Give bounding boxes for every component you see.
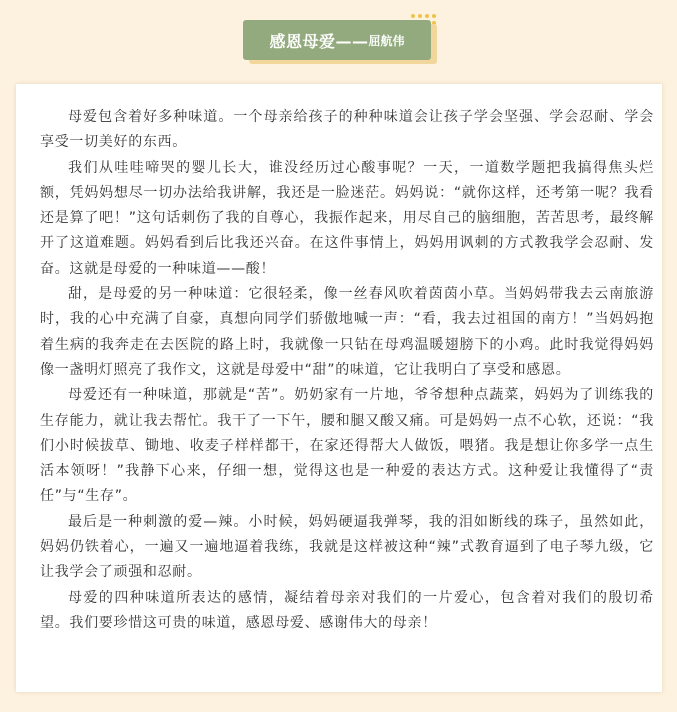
article-paragraph: 母爱的四种味道所表达的感情，凝结着母亲对我们的一片爱心，包含着对我们的殷切希望。我们要珍惜这可贵的味道，感恩母爱、感谢伟大的母亲！ <box>40 589 654 631</box>
title-box <box>243 20 431 60</box>
article-paragraph: 最后是一种刺激的爱—辣。小时候，妈妈硬逼我弹琴，我的泪如断线的珠子，虽然如此，妈妈仍铁着心，一遍又一遍地逼着我练，我就是这样被这种“辣”式教育逼到了电子琴九级，它让我学会了顽强和忍耐。 <box>40 513 654 581</box>
article-body <box>40 105 654 636</box>
author-name: 屈航伟 <box>368 33 405 48</box>
article-paragraph: 母爱还有一种味道，那就是“苦”。奶奶家有一片地，爷爷想种点蔬菜，妈妈为了训练我的生存能力，就让我去帮忙。我干了一下午，腰和腿又酸又痛。可是妈妈一点不心软，还说：“我们小时候拔草、锄地、收麦子样样都干，在家还得帮大人做饭，喂猪。我是想让你多学一点生活本领呀！”我静下心来，仔细一想，觉得这也是一种爱的表达方式。这种爱让我懂得了“责任”与“生存”。 <box>40 387 654 505</box>
article-paragraph: 甜，是母爱的另一种味道：它很轻柔，像一丝春风吹着茵茵小草。当妈妈带我去云南旅游时，我的心中充满了自豪，真想向同学们骄傲地喊一声：“看，我去过祖国的南方！”当妈妈抱着生病的我奔走在去医院的路上时，我就像一只钻在母鸡温暖翅膀下的小鸡。此时我觉得妈妈像一盏明灯照亮了我作文，这就是母爱中“甜”的味道，它让我明白了享受和感恩。 <box>40 286 654 378</box>
article-paragraph: 我们从哇哇啼哭的婴儿长大，谁没经历过心酸事呢？一天，一道数学题把我搞得焦头烂额，凭妈妈想尽一切办法给我讲解，我还是一脸迷茫。妈妈说：“就你这样，还考第一呢？我看还是算了吧！”这句话刺伤了我的自尊心，我振作起来，用尽自己的脑细胞，苦苦思考，最终解开了这道难题。妈妈看到后比我还兴奋。在这件事情上，妈妈用讽刺的方式教我学会忍耐、发奋。这就是母爱的一种味道——酸！ <box>40 159 654 277</box>
page-title: 感恩母爱—— <box>269 31 369 51</box>
title-banner <box>243 14 441 66</box>
article-paragraph: 母爱包含着好多种味道。一个母亲给孩子的种种味道会让孩子学会坚强、学会忍耐、学会享受一切美好的东西。 <box>40 109 654 151</box>
